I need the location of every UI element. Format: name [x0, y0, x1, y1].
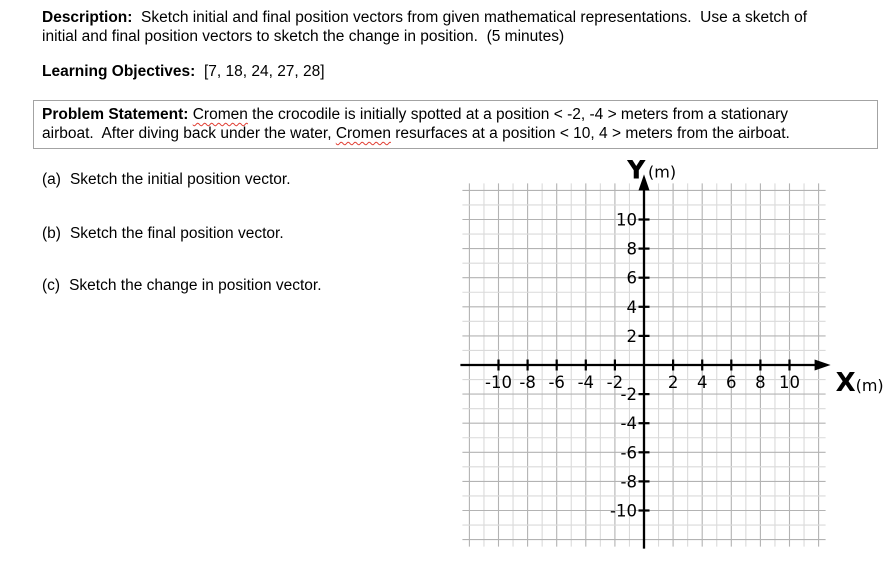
coordinate-grid-chart: [440, 160, 884, 560]
x-axis-unit-label: (m): [855, 376, 884, 395]
y-tick-label: 6: [626, 268, 637, 288]
y-axis-label: Y: [626, 160, 646, 186]
x-tick-label: 10: [779, 373, 800, 392]
task-a-text: Sketch the initial position vector.: [69, 171, 291, 188]
x-tick-label: -8: [519, 373, 536, 392]
problem-text-segment: airboat. After diving back under the water,: [42, 125, 336, 142]
task-item-b: [42, 224, 284, 243]
task-c-marker: (c): [42, 277, 61, 294]
problem-statement-line-1: [42, 105, 869, 124]
x-tick-label: 2: [667, 373, 679, 392]
problem-statement-text: [188, 106, 788, 123]
learning-objectives-label: Learning Objectives:: [42, 63, 196, 80]
description-paragraph: [42, 8, 872, 46]
x-tick-label: -10: [485, 373, 512, 392]
y-axis-unit-label: (m): [648, 162, 677, 182]
x-axis-label: X: [835, 368, 856, 398]
problem-statement-label: Problem Statement:: [42, 106, 189, 123]
y-tick-label: 2: [626, 326, 637, 346]
description-line-2: initial and final position vectors to sketch the change in position. (5 minutes): [42, 28, 565, 45]
y-tick-label: -2: [620, 385, 637, 405]
axis-labels: [625, 160, 883, 398]
x-tick-label: -4: [577, 373, 595, 392]
x-tick-label: -6: [548, 373, 565, 392]
x-axis-arrow-icon: [815, 360, 831, 371]
description-label: Description:: [42, 9, 133, 26]
problem-text-segment: resurfaces at a position < 10, 4 > meters from the airboat.: [390, 125, 790, 142]
y-tick-label: 4: [626, 297, 637, 317]
misspelled-word: Cromen: [192, 106, 248, 123]
x-tick-label: 8: [755, 373, 766, 392]
task-c-text: Sketch the change in position vector.: [69, 277, 322, 294]
task-item-a: [42, 170, 291, 189]
grid-plot-svg: [440, 160, 884, 560]
task-b-marker: (b): [42, 225, 61, 242]
learning-objectives-value: [7, 18, 24, 27, 28]: [195, 63, 325, 80]
y-tick-label: 10: [616, 210, 637, 230]
y-tick-label: -10: [610, 501, 637, 521]
description-text: Sketch initial and final position vectors from given mathematical representations. Use a sketch of: [132, 9, 808, 26]
learning-objectives: [42, 62, 325, 81]
problem-text-segment: the crocodile is initially spotted at a position < -2, -4 > meters from a stationary: [247, 106, 789, 123]
task-item-c: [42, 276, 322, 295]
problem-statement-box: [33, 100, 878, 149]
misspelled-word: Cromen: [335, 125, 391, 142]
y-tick-label: -6: [620, 443, 637, 463]
description-line-1: [42, 8, 872, 27]
problem-statement-line-2: [42, 124, 869, 143]
y-tick-label: -4: [620, 414, 637, 434]
x-tick-label: 4: [696, 373, 708, 392]
task-b-text: Sketch the final position vector.: [69, 225, 284, 242]
task-a-marker: (a): [42, 171, 61, 188]
x-tick-label: 6: [726, 373, 737, 392]
y-tick-label: -8: [620, 472, 637, 492]
x-tick-label: -2: [606, 373, 624, 392]
y-tick-label: 8: [626, 239, 637, 259]
